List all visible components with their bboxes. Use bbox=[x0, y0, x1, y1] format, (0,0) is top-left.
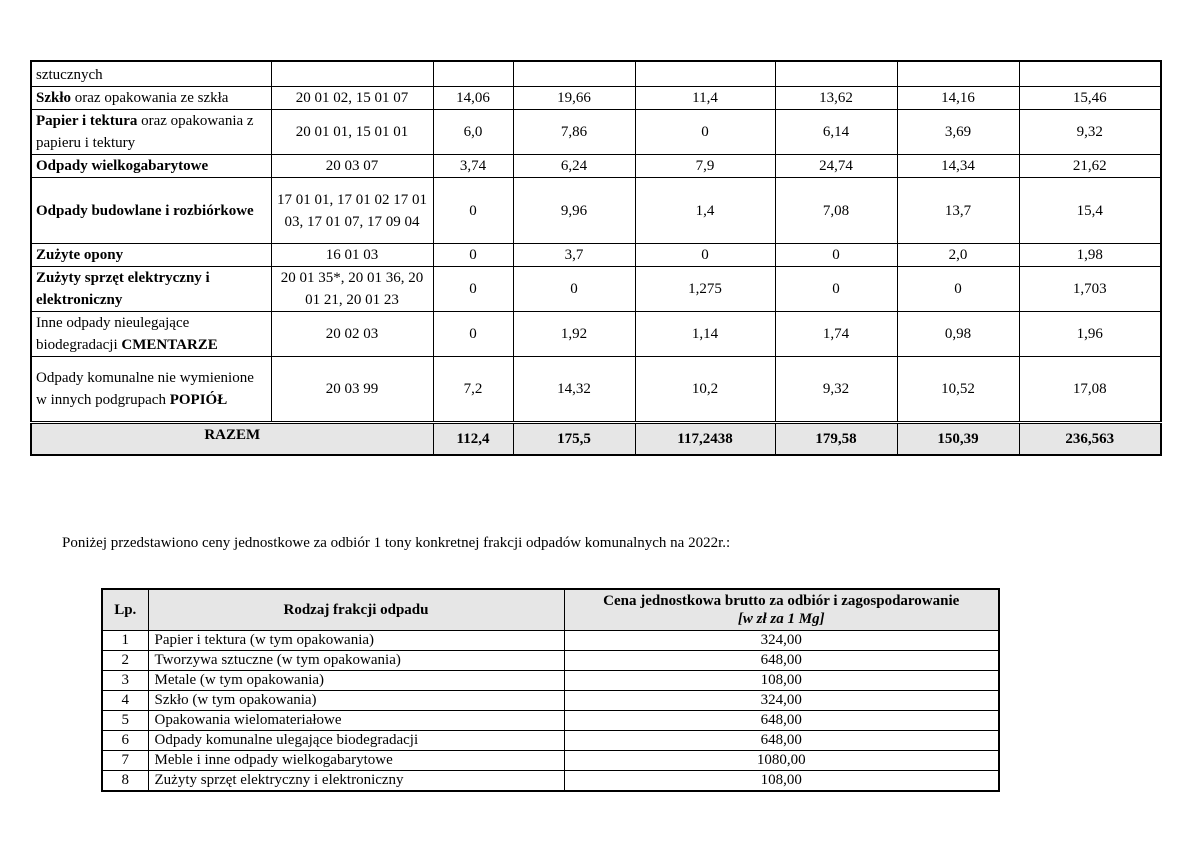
table-row bbox=[31, 267, 1161, 312]
waste-name-bold-tail: CMENTARZE bbox=[121, 337, 218, 353]
table-row bbox=[102, 771, 999, 792]
waste-value-cell: 0 bbox=[433, 312, 513, 357]
waste-value-cell: 3,69 bbox=[897, 110, 1019, 155]
waste-value-cell: 0 bbox=[433, 244, 513, 267]
waste-value-cell: 9,96 bbox=[513, 178, 635, 244]
waste-name-cell bbox=[31, 244, 271, 267]
table-row bbox=[102, 711, 999, 731]
total-value-cell: 150,39 bbox=[897, 423, 1019, 456]
total-value-cell: 236,563 bbox=[1019, 423, 1161, 456]
fraction-cell: Odpady komunalne ulegające biodegradacji bbox=[148, 731, 564, 751]
waste-name-cell bbox=[31, 312, 271, 357]
waste-value-cell: 1,703 bbox=[1019, 267, 1161, 312]
waste-value-cell: 0 bbox=[897, 267, 1019, 312]
table-row bbox=[102, 751, 999, 771]
waste-name-cell: sztucznych bbox=[31, 61, 271, 87]
price-table-header-row bbox=[102, 589, 999, 631]
total-label: RAZEM bbox=[31, 423, 433, 456]
waste-value-cell: 1,275 bbox=[635, 267, 775, 312]
table-row bbox=[102, 651, 999, 671]
waste-value-cell: 14,34 bbox=[897, 155, 1019, 178]
total-row bbox=[31, 423, 1161, 456]
waste-value-cell: 15,4 bbox=[1019, 178, 1161, 244]
waste-value-cell: 0,98 bbox=[897, 312, 1019, 357]
fraction-cell: Opakowania wielomateriałowe bbox=[148, 711, 564, 731]
waste-name-cell bbox=[31, 110, 271, 155]
fraction-cell: Tworzywa sztuczne (w tym opakowania) bbox=[148, 651, 564, 671]
waste-name-plain: Inne odpady nieulegające biodegradacji bbox=[36, 315, 190, 353]
unit-price-table bbox=[101, 588, 1000, 792]
total-value-cell: 112,4 bbox=[433, 423, 513, 456]
waste-value-cell: 9,32 bbox=[1019, 110, 1161, 155]
fraction-header: Rodzaj frakcji odpadu bbox=[148, 589, 564, 631]
waste-name-bold-tail: POPIÓŁ bbox=[169, 392, 228, 408]
table-row bbox=[31, 178, 1161, 244]
price-header-label: Cena jednostkowa brutto za odbiór i zagospodarowanie bbox=[603, 593, 960, 609]
table-row bbox=[31, 244, 1161, 267]
price-header bbox=[564, 589, 999, 631]
table-row bbox=[102, 691, 999, 711]
table-row bbox=[31, 110, 1161, 155]
waste-value-cell: 6,24 bbox=[513, 155, 635, 178]
lp-cell: 1 bbox=[102, 631, 148, 651]
waste-value-cell: 21,62 bbox=[1019, 155, 1161, 178]
waste-value-cell: 1,92 bbox=[513, 312, 635, 357]
total-value-cell: 179,58 bbox=[775, 423, 897, 456]
waste-value-cell: 2,0 bbox=[897, 244, 1019, 267]
price-cell: 648,00 bbox=[564, 651, 999, 671]
waste-value-cell: 0 bbox=[635, 110, 775, 155]
table-row bbox=[31, 357, 1161, 423]
waste-name-bold: Szkło bbox=[36, 90, 72, 106]
waste-value-cell: 3,74 bbox=[433, 155, 513, 178]
waste-value-cell: 0 bbox=[513, 267, 635, 312]
lp-header: Lp. bbox=[102, 589, 148, 631]
waste-name-rest: oraz opakowania ze szkła bbox=[71, 90, 229, 106]
price-cell: 324,00 bbox=[564, 691, 999, 711]
waste-name-bold: Odpady budowlane i rozbiórkowe bbox=[36, 202, 254, 219]
price-cell: 108,00 bbox=[564, 771, 999, 792]
waste-value-cell: 7,86 bbox=[513, 110, 635, 155]
waste-value-cell: 1,4 bbox=[635, 178, 775, 244]
price-header-unit: [w zł za 1 Mg] bbox=[737, 611, 825, 627]
waste-value-cell: 13,62 bbox=[775, 87, 897, 110]
fraction-cell: Meble i inne odpady wielkogabarytowe bbox=[148, 751, 564, 771]
waste-name-cell bbox=[31, 178, 271, 244]
waste-name-cell bbox=[31, 87, 271, 110]
waste-value-cell: 24,74 bbox=[775, 155, 897, 178]
waste-value-cell: 10,52 bbox=[897, 357, 1019, 423]
price-cell: 648,00 bbox=[564, 731, 999, 751]
waste-value-cell: 0 bbox=[635, 244, 775, 267]
waste-name-rest: oraz opakowania z papieru i tektury bbox=[36, 113, 254, 151]
price-cell: 324,00 bbox=[564, 631, 999, 651]
price-cell: 1080,00 bbox=[564, 751, 999, 771]
waste-code-cell: 20 02 03 bbox=[271, 312, 433, 357]
waste-name-plain: Odpady komunalne nie wymienione w innych podgrupach bbox=[36, 370, 254, 408]
waste-name-cell bbox=[31, 357, 271, 423]
waste-value-cell: 14,32 bbox=[513, 357, 635, 423]
waste-value-cell: 13,7 bbox=[897, 178, 1019, 244]
waste-value-cell: 14,16 bbox=[897, 87, 1019, 110]
waste-name-bold: Papier i tektura bbox=[36, 113, 138, 129]
waste-value-cell: 11,4 bbox=[635, 87, 775, 110]
lp-cell: 6 bbox=[102, 731, 148, 751]
waste-value-cell: 7,08 bbox=[775, 178, 897, 244]
intro-text: Poniżej przedstawiono ceny jednostkowe za odbiór 1 tony konkretnej frakcji odpadów komunalnych na 2022r.: bbox=[62, 535, 731, 551]
lp-cell: 7 bbox=[102, 751, 148, 771]
waste-value-cell: 9,32 bbox=[775, 357, 897, 423]
total-value-cell: 117,2438 bbox=[635, 423, 775, 456]
waste-name-bold: Zużyty sprzęt elektryczny i elektroniczny bbox=[36, 270, 210, 308]
price-cell: 648,00 bbox=[564, 711, 999, 731]
lp-cell: 5 bbox=[102, 711, 148, 731]
table-row bbox=[102, 631, 999, 651]
fraction-cell: Papier i tektura (w tym opakowania) bbox=[148, 631, 564, 651]
price-cell: 108,00 bbox=[564, 671, 999, 691]
waste-value-cell: 1,74 bbox=[775, 312, 897, 357]
table-row bbox=[102, 671, 999, 691]
waste-value-cell: 1,98 bbox=[1019, 244, 1161, 267]
fraction-cell: Szkło (w tym opakowania) bbox=[148, 691, 564, 711]
table-row bbox=[31, 87, 1161, 110]
waste-code-cell: 20 03 07 bbox=[271, 155, 433, 178]
waste-value-cell: 0 bbox=[775, 244, 897, 267]
waste-code-cell: 16 01 03 bbox=[271, 244, 433, 267]
waste-value-cell: 0 bbox=[433, 178, 513, 244]
waste-value-cell: 15,46 bbox=[1019, 87, 1161, 110]
waste-name-cell bbox=[31, 267, 271, 312]
waste-code-cell: 20 03 99 bbox=[271, 357, 433, 423]
waste-value-cell: 19,66 bbox=[513, 87, 635, 110]
waste-code-cell: 20 01 35*, 20 01 36, 20 01 21, 20 01 23 bbox=[271, 267, 433, 312]
waste-name-bold: Zużyte opony bbox=[36, 247, 124, 263]
lp-cell: 2 bbox=[102, 651, 148, 671]
waste-code-cell: 20 01 02, 15 01 07 bbox=[271, 87, 433, 110]
lp-cell: 4 bbox=[102, 691, 148, 711]
waste-value-cell: 10,2 bbox=[635, 357, 775, 423]
waste-value-cell: 7,9 bbox=[635, 155, 775, 178]
total-value-cell: 175,5 bbox=[513, 423, 635, 456]
waste-value-cell: 0 bbox=[775, 267, 897, 312]
table-row bbox=[31, 312, 1161, 357]
fraction-cell: Metale (w tym opakowania) bbox=[148, 671, 564, 691]
waste-value-cell: 14,06 bbox=[433, 87, 513, 110]
lp-cell: 3 bbox=[102, 671, 148, 691]
table-row bbox=[31, 155, 1161, 178]
table-row bbox=[102, 731, 999, 751]
waste-code-cell: 17 01 01, 17 01 02 17 01 03, 17 01 07, 17 09 04 bbox=[271, 178, 433, 244]
waste-value-cell: 17,08 bbox=[1019, 357, 1161, 423]
table-row bbox=[31, 61, 1161, 87]
waste-value-cell: 6,14 bbox=[775, 110, 897, 155]
waste-value-cell: 1,96 bbox=[1019, 312, 1161, 357]
waste-name-bold: Odpady wielkogabarytowe bbox=[36, 158, 209, 174]
waste-value-cell: 3,7 bbox=[513, 244, 635, 267]
fraction-cell: Zużyty sprzęt elektryczny i elektroniczny bbox=[148, 771, 564, 792]
waste-code-cell: 20 01 01, 15 01 01 bbox=[271, 110, 433, 155]
waste-value-cell: 7,2 bbox=[433, 357, 513, 423]
waste-value-cell: 1,14 bbox=[635, 312, 775, 357]
lp-cell: 8 bbox=[102, 771, 148, 792]
waste-value-cell: 0 bbox=[433, 267, 513, 312]
waste-value-cell: 6,0 bbox=[433, 110, 513, 155]
waste-quantities-table bbox=[30, 60, 1162, 456]
waste-name-cell bbox=[31, 155, 271, 178]
